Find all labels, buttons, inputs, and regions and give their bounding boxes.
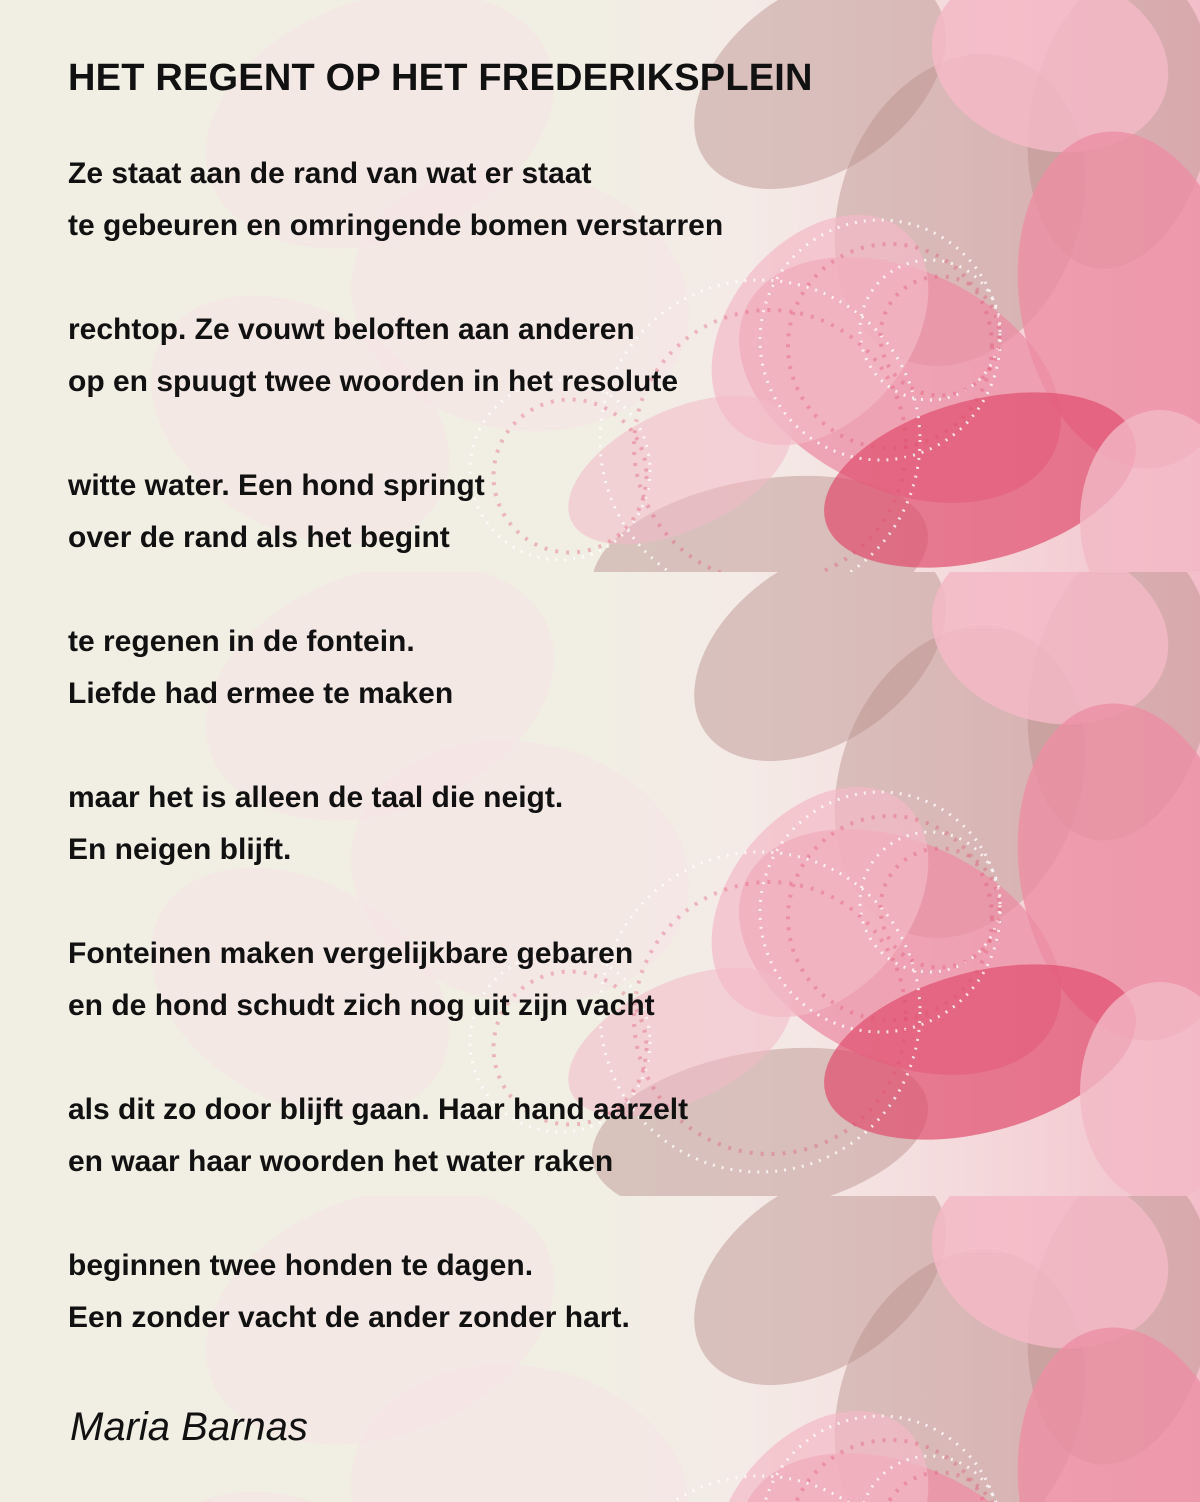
poem-line: als dit zo door blijft gaan. Haar hand aarzelt	[68, 1093, 689, 1126]
poem-title: HET REGENT OP HET FREDERIKSPLEIN	[68, 57, 813, 99]
poem-line: te regenen in de fontein.	[68, 625, 415, 658]
poem-line: maar het is alleen de taal die neigt.	[68, 781, 564, 814]
poem-line: witte water. Een hond springt	[68, 469, 485, 502]
poem-line: Fonteinen maken vergelijkbare gebaren	[68, 937, 634, 970]
poem-line: Ze staat aan de rand van wat er staat	[68, 157, 592, 190]
poem-line: rechtop. Ze vouwt beloften aan anderen	[68, 313, 635, 346]
poem-line: en waar haar woorden het water raken	[68, 1145, 614, 1178]
poem-author: Maria Barnas	[70, 1405, 308, 1449]
poem-line: En neigen blijft.	[68, 833, 292, 866]
poem-line: op en spuugt twee woorden in het resolute	[68, 365, 679, 398]
poem-line: Een zonder vacht de ander zonder hart.	[68, 1301, 630, 1334]
poem-line: te gebeuren en omringende bomen verstarren	[68, 209, 724, 242]
poem-line: over de rand als het begint	[68, 521, 450, 554]
poem-line: en de hond schudt zich nog uit zijn vacht	[68, 989, 655, 1022]
poem-line: Liefde had ermee te maken	[68, 677, 454, 710]
poem-line: beginnen twee honden te dagen.	[68, 1249, 534, 1282]
floral-background-band-3	[0, 1196, 1200, 1502]
